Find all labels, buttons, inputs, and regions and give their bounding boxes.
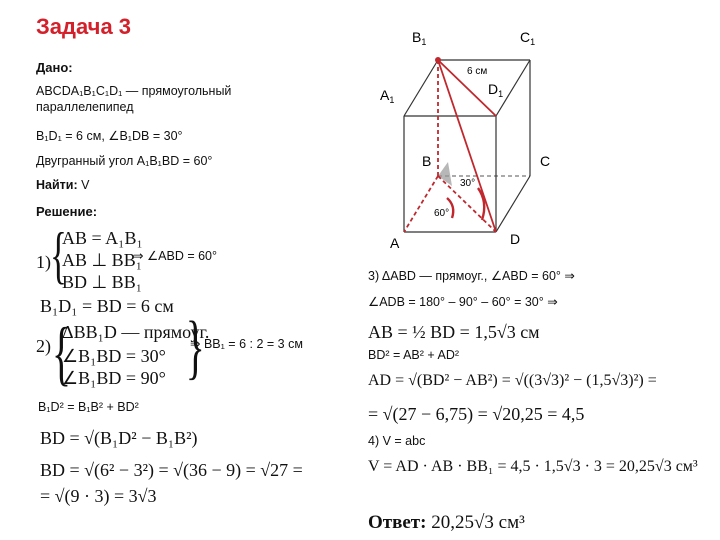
step1-brace: { [50, 219, 67, 290]
label-b1: $B_1$ [412, 29, 427, 47]
bd-calc-1: BD = √(6² − 3²) = √(36 − 9) = √27 = [40, 460, 303, 480]
vertex-b1-dot [435, 57, 441, 63]
find-value: V [81, 178, 90, 192]
label-length: 6 см [467, 66, 488, 77]
given-line-2: параллелепипед [36, 100, 134, 114]
step2-brace: { [52, 313, 72, 393]
step2-closing-brace: { [185, 314, 205, 394]
bd-squared: BD² = AB² + AD² [368, 348, 460, 362]
volume-equation: V = AD · AB · BB₁ = 4,5 · 1,5√3 · 3 = 20,25√3 см³ [368, 458, 698, 475]
solution-heading: Решение: [36, 204, 98, 219]
label-c: C [540, 153, 551, 169]
answer-value: 20,25√3 см³ [431, 512, 525, 533]
edge-c1-d1 [496, 60, 530, 116]
pythagoras-line: B₁D² = B₁B² + BD² [38, 400, 139, 414]
edge-b1-a1 [404, 60, 438, 116]
red-b-a [404, 176, 438, 232]
label-d1: $D_1$ [488, 81, 504, 99]
bd-formula: BD = √(B₁D² − B₁B²) [40, 428, 198, 448]
step2-top: B₁D₁ = BD = 6 см [40, 296, 174, 316]
step2-result: ⇒ BB₁ = 6 : 2 = 3 см [190, 337, 303, 351]
step2-label: 2) [36, 336, 51, 356]
given-line-4: Двугранный угол A₁B₁BD = 60° [36, 154, 213, 168]
step1-label: 1) [36, 252, 51, 272]
label-a: A [390, 235, 400, 251]
bd-calc-2: = √(9 · 3) = 3√3 [40, 486, 157, 506]
ab-equation: AB = ½ BD = 1,5√3 см [368, 322, 540, 342]
ad-equation-2: = √(27 − 6,75) = √20,25 = 4,5 [368, 404, 585, 424]
given-heading: Дано: [36, 60, 73, 75]
given-line-3: B₁D₁ = 6 см, ∠B₁DB = 30° [36, 129, 183, 143]
label-c1: $C_1$ [520, 29, 536, 47]
step2-line-2: ∠B₁BD = 30° [62, 346, 166, 366]
step1-line-2: AB ⊥ BB₁ [62, 250, 142, 270]
step2-line-3: ∠B₁BD = 90° [62, 368, 166, 388]
step3b-line: ∠ADB = 180° – 90° – 60° = 30° ⇒ [368, 295, 558, 309]
step3-line: 3) ΔABD — прямоуг., ∠ABD = 60° ⇒ [368, 269, 575, 283]
label-angle-30: 30° [460, 178, 476, 189]
answer-label: Ответ: [368, 512, 427, 533]
given-line-1: ABCDA₁B₁C₁D₁ — прямоугольный [36, 84, 232, 98]
step1-result: ⇒ ∠ABD = 60° [133, 249, 218, 263]
label-d: D [510, 231, 521, 247]
label-b: B [422, 153, 432, 169]
find-heading: Найти: [36, 178, 78, 192]
step2-line-1: ΔBB₁D — прямоуг. [62, 322, 210, 342]
step1-line-3: BD ⊥ BB₁ [62, 272, 142, 292]
label-angle-60: 60° [434, 208, 450, 219]
ad-equation: AD = √(BD² − AB²) = √((3√3)² − (1,5√3)²) = [368, 372, 657, 389]
label-a1: $A_1$ [380, 87, 395, 105]
step1-line-1: AB = A₁B₁ [62, 228, 143, 248]
step4-line: 4) V = abc [368, 434, 426, 448]
edge-d-c [496, 176, 530, 232]
page-title: Задача 3 [36, 14, 132, 39]
